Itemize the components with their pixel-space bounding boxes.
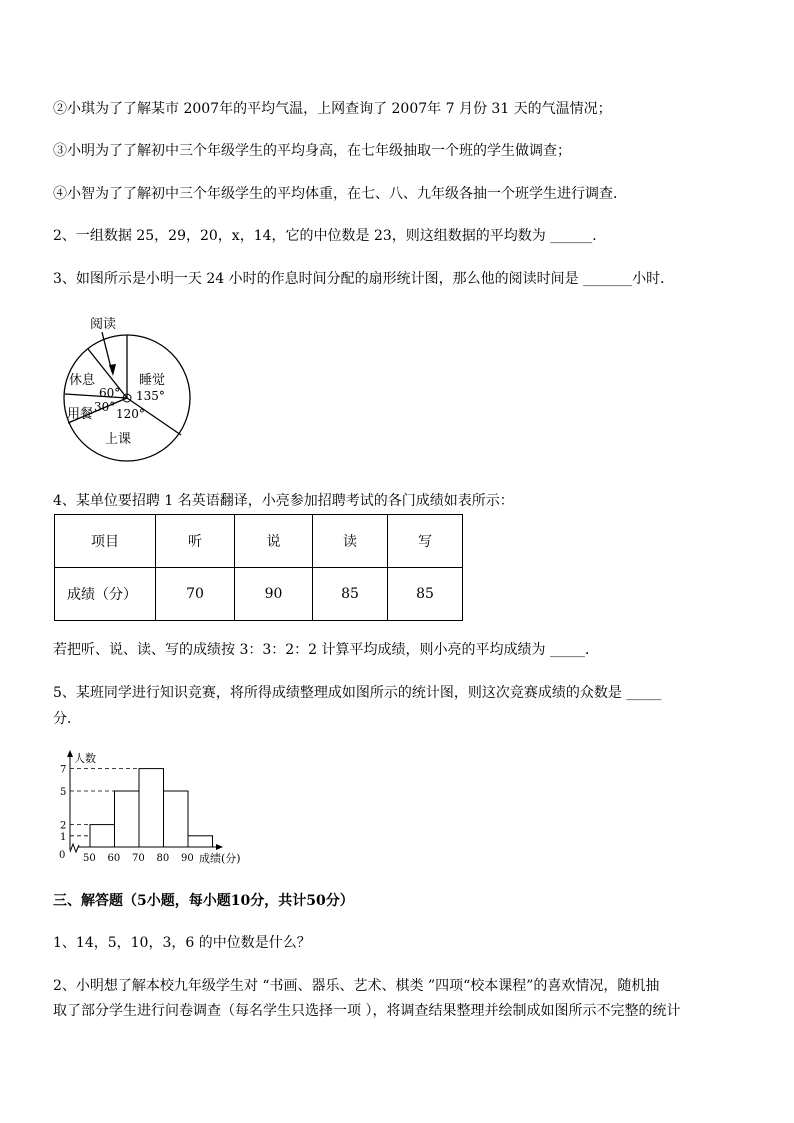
x-tick-label: 50 bbox=[83, 853, 96, 864]
label-reading: 阅读 bbox=[90, 317, 117, 332]
x-tick-label: 80 bbox=[156, 853, 170, 864]
angle-rest: 60° bbox=[99, 386, 121, 400]
score-bar-chart bbox=[55, 748, 275, 873]
table-cell: 90 bbox=[235, 568, 313, 621]
y-tick-label: 1 bbox=[60, 831, 67, 843]
table-cell: 85 bbox=[313, 568, 388, 621]
question-5-line2: 分． bbox=[53, 711, 81, 727]
label-sleep: 睡觉 bbox=[139, 373, 166, 388]
item-3: ③小明为了了解初中三个年级学生的平均身高，在七年级抽取一个班的学生做调查； bbox=[53, 143, 571, 159]
y-tick-label: 2 bbox=[60, 820, 67, 832]
x-axis-arrow bbox=[216, 844, 223, 850]
bar-60 bbox=[115, 791, 140, 847]
x-tick-label: 60 bbox=[107, 853, 121, 864]
y-tick-label: 5 bbox=[60, 787, 67, 798]
label-meal: 用餐 bbox=[67, 407, 94, 422]
y-label: 人数 bbox=[74, 752, 96, 765]
section-3-question-2-line2: 取了部分学生进行问卷调查（每名学生只选择一项 ），将调查结果整理并绘制成如图所示不完整的统计 bbox=[53, 1003, 681, 1019]
x-tick-label: 70 bbox=[132, 853, 145, 864]
pie-chart bbox=[50, 312, 210, 472]
section-3-heading: 三、解答题（5小题，每小题10分，共计50分） bbox=[53, 893, 354, 909]
bar-80 bbox=[164, 791, 189, 847]
angle-class: 120° bbox=[116, 407, 145, 421]
question-5-line1: 5、某班同学进行知识竞赛，将所得成绩整理成如图所示的统计图，则这次竞赛成绩的众数是 _____ bbox=[53, 685, 662, 701]
table-row bbox=[55, 568, 463, 621]
bar-90 bbox=[188, 836, 213, 847]
y-tick-label: 7 bbox=[60, 764, 67, 776]
y-axis-arrow bbox=[67, 750, 73, 757]
question-4b: 若把听、说、读、写的成绩按 3：3：2：2 计算平均成绩，则小亮的平均成绩为 _____． bbox=[53, 642, 599, 658]
item-4: ④小智为了了解初中三个年级学生的平均体重，在七、八、九年级各抽一个班学生进行调查． bbox=[53, 186, 627, 202]
table-header: 读 bbox=[313, 515, 388, 568]
table-cell: 70 bbox=[156, 568, 235, 621]
table-cell: 85 bbox=[388, 568, 463, 621]
bar-50 bbox=[90, 825, 115, 847]
x-label: 成绩(分) bbox=[199, 852, 241, 865]
axis-break bbox=[70, 844, 79, 852]
section-3-question-2-line1: 2、小明想了解本校九年级学生对 “书画、器乐、艺术、棋类 ”四项“校本课程”的喜欢情况，随机抽 bbox=[53, 978, 660, 994]
label-rest: 休息 bbox=[69, 373, 96, 388]
bar-70 bbox=[139, 769, 164, 847]
table-header: 听 bbox=[156, 515, 235, 568]
x-tick-label: 90 bbox=[181, 853, 194, 864]
item-2: ②小琪为了了解某市 2007年的平均气温，上网查询了 2007年 7 月份 31 天的气温情况； bbox=[53, 101, 612, 117]
angle-sleep: 135° bbox=[136, 389, 165, 403]
table-header: 写 bbox=[388, 515, 463, 568]
question-3: 3、如图所示是小明一天 24 小时的作息时间分配的扇形统计图，那么他的阅读时间是 _______小时． bbox=[53, 271, 675, 287]
angle-meal: 30° bbox=[94, 400, 116, 414]
question-2: 2、一组数据 25，29，20，x，14，它的中位数是 23，则这组数据的平均数为 ______． bbox=[53, 228, 607, 244]
label-class: 上课 bbox=[105, 432, 132, 447]
table-header-row bbox=[55, 515, 463, 568]
table-row-label: 成绩（分） bbox=[55, 568, 156, 621]
question-4: 4、某单位要招聘 1 名英语翻译，小亮参加招聘考试的各门成绩如表所示： bbox=[53, 493, 514, 509]
table-header: 项目 bbox=[55, 515, 156, 568]
section-3-question-1: 1、14，5，10，3，6 的中位数是什么？ bbox=[53, 935, 311, 951]
reading-arrowhead bbox=[109, 364, 116, 376]
table-header: 说 bbox=[235, 515, 313, 568]
score-table bbox=[54, 514, 463, 621]
y-tick-label: 0 bbox=[59, 850, 66, 861]
